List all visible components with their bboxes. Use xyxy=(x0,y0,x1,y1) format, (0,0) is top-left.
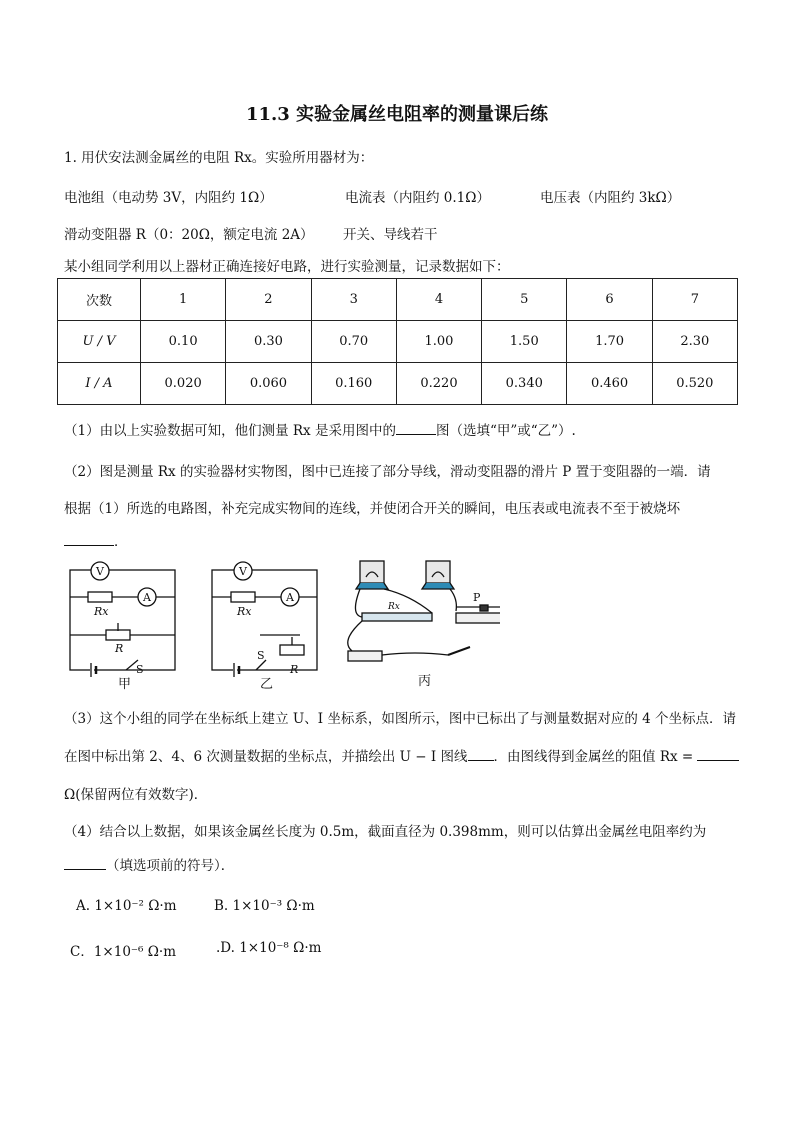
table-cell: 0.460 xyxy=(567,363,652,405)
table-cell: 0.020 xyxy=(141,363,226,405)
fig-Rx-jia: Rx xyxy=(94,605,109,618)
part3-line1: （3）这个小组的同学在坐标纸上建立 U、I 坐标系，如图所示，图中已标出了与测量数据对应的 4 个坐标点．请 xyxy=(64,711,737,727)
table-cell: 4 xyxy=(396,279,481,321)
table-cell: 1.50 xyxy=(482,321,567,363)
part4-line2-text: （填选项前的符号）． xyxy=(106,858,235,874)
part4-line2 xyxy=(64,854,234,874)
table-row xyxy=(58,363,738,405)
answer-blank-2[interactable] xyxy=(64,531,114,546)
fig-A-yi: A xyxy=(286,591,294,604)
option-a[interactable]: A. 1×10⁻² Ω·m xyxy=(76,898,177,914)
table-cell: I / A xyxy=(58,363,141,405)
fig-S-jia: S xyxy=(136,663,144,676)
option-c[interactable]: C．1×10⁻⁶ Ω·m xyxy=(70,944,177,960)
table-cell: 次数 xyxy=(58,279,141,321)
circuit-jia-frame xyxy=(70,570,175,670)
table-row xyxy=(58,321,738,363)
table-cell: 0.30 xyxy=(226,321,311,363)
material-voltmeter: 电压表（内阻约 3kΩ） xyxy=(540,190,681,206)
fig-label-jia: 甲 xyxy=(118,677,132,690)
part2-line2: 根据（1）所选的电路图，补充完成实物间的连线，并使闭合开关的瞬间，电压表或电流表不至于被烧坏 xyxy=(64,501,681,517)
table-cell: 5 xyxy=(482,279,567,321)
fig-S-yi: S xyxy=(257,649,265,662)
fig-R-yi: R xyxy=(290,663,299,676)
material-battery: 电池组（电动势 3V，内阻约 1Ω） xyxy=(64,190,273,206)
table-cell: 0.220 xyxy=(396,363,481,405)
answer-blank-3[interactable] xyxy=(468,746,494,761)
table-cell: 0.340 xyxy=(482,363,567,405)
table-cell: 1 xyxy=(141,279,226,321)
page-title: 11.3 实验金属丝电阻率的测量课后练 xyxy=(245,104,549,125)
part2-line3-end: ． xyxy=(114,534,128,550)
fig-V-yi: V xyxy=(239,565,247,578)
table-cell: 3 xyxy=(311,279,396,321)
fig-R-jia: R xyxy=(115,642,124,655)
table-row xyxy=(58,279,738,321)
circuit-figures xyxy=(60,555,500,690)
table-cell: 0.520 xyxy=(652,363,737,405)
table-cell: U / V xyxy=(58,321,141,363)
part3-line2 xyxy=(64,745,739,765)
part2-line1: （2）图是测量 Rx 的实验器材实物图，图中已连接了部分导线，滑动变阻器的滑片 P 置于变阻器的一端．请 xyxy=(64,464,711,480)
rx-resistor-2 xyxy=(231,592,255,602)
material-ammeter: 电流表（内阻约 0.1Ω） xyxy=(345,190,490,206)
part3-line2-a: 在图中标出第 2、4、6 次测量数据的坐标点，并描绘出 U − I 图线 xyxy=(64,749,468,765)
table-cell: 1.00 xyxy=(396,321,481,363)
part2-line3 xyxy=(64,530,128,550)
part3-line3: Ω(保留两位有效数字)． xyxy=(64,787,208,803)
record-intro: 某小组同学利用以上器材正确连接好电路，进行实验测量，记录数据如下： xyxy=(64,259,510,275)
table-cell: 0.70 xyxy=(311,321,396,363)
part1-prefix: （1）由以上实验数据可知，他们测量 Rx 是采用图中的 xyxy=(64,423,396,439)
answer-blank-1[interactable] xyxy=(396,420,436,435)
fig-A-jia: A xyxy=(143,591,151,604)
table-cell: 0.10 xyxy=(141,321,226,363)
fig-Rx-bing: Rx xyxy=(388,602,400,612)
table-cell: 0.160 xyxy=(311,363,396,405)
option-d[interactable]: .D. 1×10⁻⁸ Ω·m xyxy=(216,940,322,956)
data-table xyxy=(57,278,738,405)
rheostat-symbol-2 xyxy=(280,645,304,655)
material-switch: 开关、导线若干 xyxy=(343,227,438,243)
fig-label-yi: 乙 xyxy=(260,677,274,690)
fig-label-bing: 丙 xyxy=(418,674,432,689)
question-intro: 1. 用伏安法测金属丝的电阻 Rx。实验所用器材为： xyxy=(64,150,374,166)
table-cell: 2.30 xyxy=(652,321,737,363)
answer-blank-5[interactable] xyxy=(64,855,106,870)
table-cell: 2 xyxy=(226,279,311,321)
table-cell: 0.060 xyxy=(226,363,311,405)
rheostat-symbol xyxy=(106,630,130,640)
table-cell: 6 xyxy=(567,279,652,321)
option-b[interactable]: B. 1×10⁻³ Ω·m xyxy=(214,898,315,914)
material-rheostat: 滑动变阻器 R（0：20Ω，额定电流 2A） xyxy=(64,227,314,243)
fig-Rx-yi: Rx xyxy=(237,605,252,618)
apparatus-drawing xyxy=(348,561,500,661)
table-cell: 1.70 xyxy=(567,321,652,363)
part1-text xyxy=(64,419,576,439)
table-cell: 7 xyxy=(652,279,737,321)
part1-suffix: 图（选填“甲”或“乙”）. xyxy=(435,423,576,439)
fig-P-bing: P xyxy=(473,591,481,604)
answer-blank-4[interactable] xyxy=(697,746,739,761)
part3-line2-b: ．由图线得到金属丝的阻值 Rx = xyxy=(493,749,694,765)
fig-V-jia: V xyxy=(96,565,104,578)
part4-line1: （4）结合以上数据，如果该金属丝长度为 0.5m，截面直径为 0.398mm，则可以估算出金属丝电阻率约为 xyxy=(64,824,707,840)
rx-resistor xyxy=(88,592,112,602)
